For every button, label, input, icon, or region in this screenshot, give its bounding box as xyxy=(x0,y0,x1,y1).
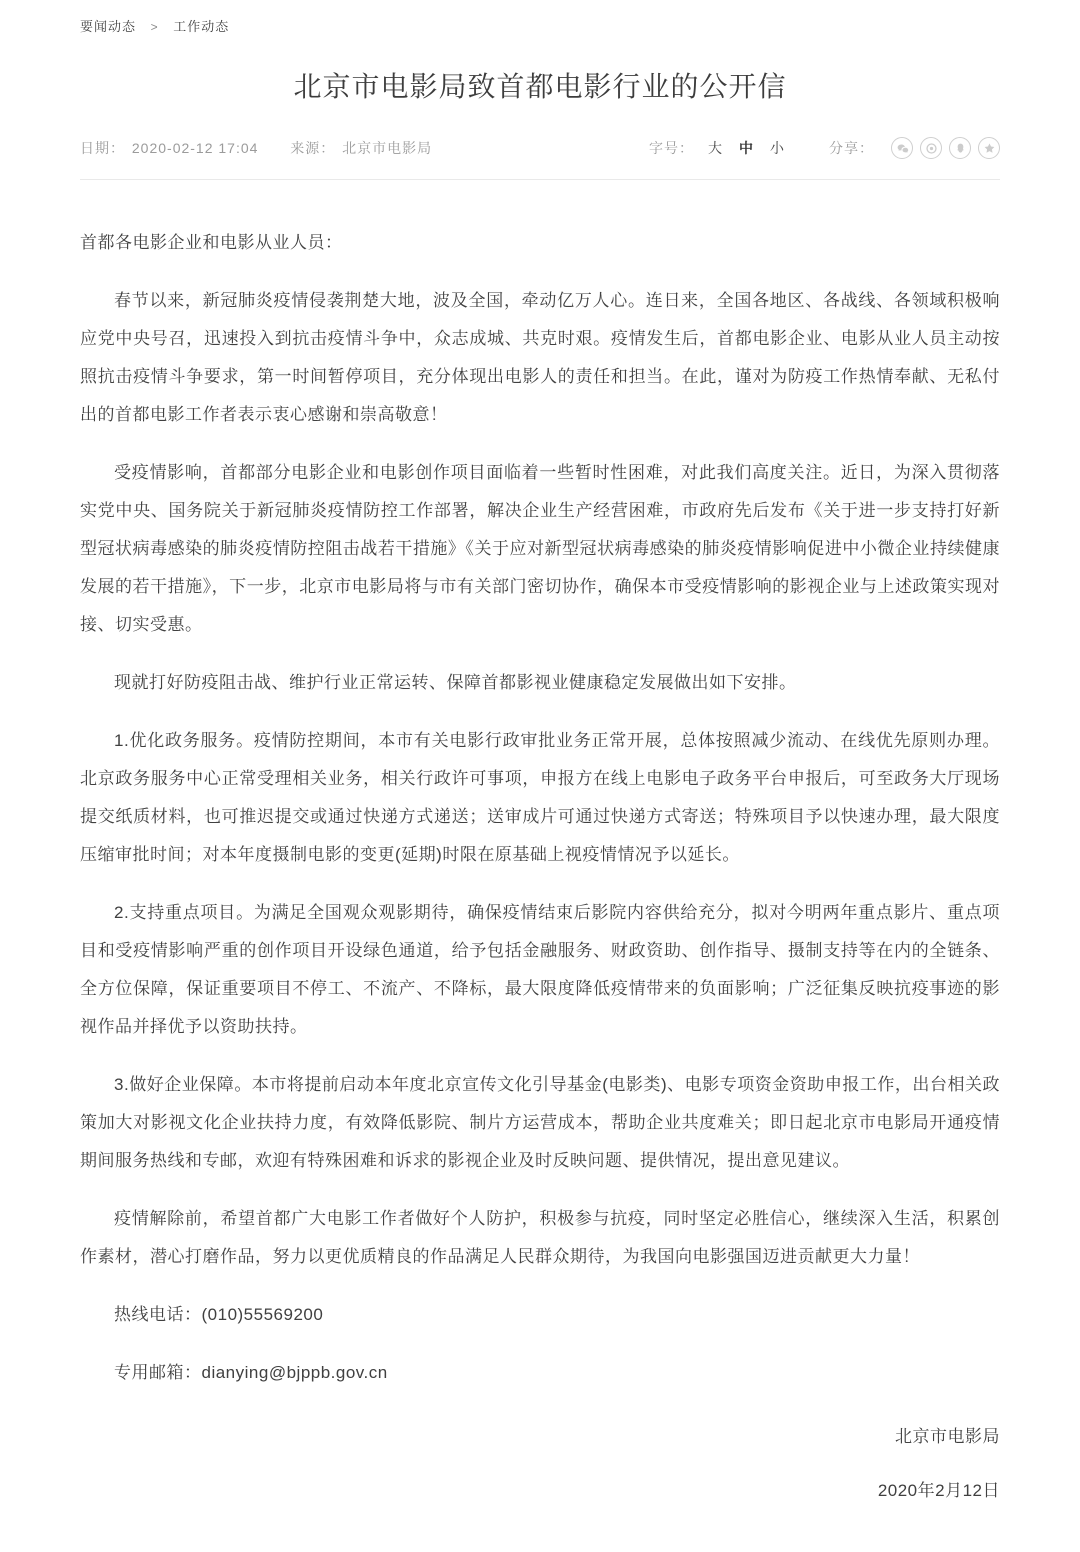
paragraph-policy: 受疫情影响，首都部分电影企业和电影创作项目面临着一些暂时性困难，对此我们高度关注。近日，为深入贯彻落实党中央、国务院关于新冠肺炎疫情防控工作部署，解决企业生产经营困难，市政府先后发布《关于进一步支持打好新型冠状病毒感染的肺炎疫情防控阻击战若干措施》《关于应对新型冠状病毒感染的肺炎疫情影响促进中小微企业持续健康发展的若干措施》，下一步，北京市电影局将与市有关部门密切协作，确保本市受疫情影响的影视企业与上述政策实现对接、切实受惠。 xyxy=(80,463,1000,634)
paragraph-closing: 疫情解除前，希望首都广大电影工作者做好个人防护，积极参与抗疫，同时坚定必胜信心，继续深入生活，积累创作素材，潜心打磨作品，努力以更优质精良的作品满足人民群众期待，为我国向电影强国迈进贡献更大力量！ xyxy=(80,1209,1000,1266)
page-title: 北京市电影局致首都电影行业的公开信 xyxy=(293,71,787,102)
breadcrumb-item-work[interactable]: 工作动态 xyxy=(173,19,230,34)
paragraph-item-3: 3.做好企业保障。本市将提前启动本年度北京宣传文化引导基金(电影类)、电影专项资金资助申报工作，出台相关政策加大对影视文化企业扶持力度，有效降低影院、制片方运营成本，帮助企业共度难关；即日起北京市电影局开通疫情期间服务热线和专邮，欢迎有特殊困难和诉求的影视企业及时反映问题、提供情况，提出意见建议。 xyxy=(80,1075,1000,1170)
signature-date: 2020年2月12日 xyxy=(877,1481,1000,1500)
qzone-share-icon[interactable] xyxy=(949,137,971,159)
breadcrumb-separator-icon: > xyxy=(150,20,159,34)
breadcrumb-item-news[interactable]: 要闻动态 xyxy=(80,19,137,34)
article-meta-bar xyxy=(80,137,1000,180)
date-value: 2020-02-12 17:04 xyxy=(131,140,259,156)
source-label: 来源： xyxy=(290,140,336,156)
source-value: 北京市电影局 xyxy=(342,140,433,156)
hotline-phone: 热线电话：(010)55569200 xyxy=(114,1305,324,1324)
weibo-share-icon[interactable] xyxy=(920,137,942,159)
salutation: 首都各电影企业和电影从业人员： xyxy=(80,233,343,252)
signature-org: 北京市电影局 xyxy=(895,1427,1000,1446)
article-meta-info xyxy=(80,138,434,158)
paragraph-item-1: 1.优化政务服务。疫情防控期间，本市有关电影行政审批业务正常开展，总体按照减少流动、在线优先原则办理。北京政务服务中心正常受理相关业务，相关行政许可事项，申报方在线上电影电子政务平台申报后，可至政务大厅现场提交纸质材料，也可推迟提交或通过快递方式递送；送审成片可通过快递方式寄送；特殊项目予以快速办理，最大限度压缩审批时间；对本年度摄制电影的变更(延期)时限在原基础上视疫情情况予以延长。 xyxy=(80,731,1000,864)
article-meta-tools xyxy=(649,137,1000,159)
font-size-small-button[interactable]: 小 xyxy=(770,140,785,156)
contact-email: 专用邮箱：dianying@bjppb.gov.cn xyxy=(114,1363,388,1382)
wechat-share-icon[interactable] xyxy=(891,137,913,159)
font-size-large-button[interactable]: 大 xyxy=(708,140,723,156)
share-label: 分享： xyxy=(829,140,874,156)
paragraph-arrangement: 现就打好防疫阻击战、维护行业正常运转、保障首都影视业健康稳定发展做出如下安排。 xyxy=(114,673,797,692)
date-label: 日期： xyxy=(80,140,125,156)
paragraph-intro: 春节以来，新冠肺炎疫情侵袭荆楚大地，波及全国，牵动亿万人心。连日来，全国各地区、各战线、各领域积极响应党中央号召，迅速投入到抗击疫情斗争中，众志成城、共克时艰。疫情发生后，首都电影企业、电影从业人员主动按照抗击疫情斗争要求，第一时间暂停项目，充分体现出电影人的责任和担当。在此，谨对为防疫工作热情奉献、无私付出的首都电影工作者表示衷心感谢和崇高敬意！ xyxy=(80,291,1000,424)
breadcrumb xyxy=(80,12,1000,35)
article-body xyxy=(80,224,1000,1510)
star-share-icon[interactable] xyxy=(978,137,1000,159)
font-size-medium-button[interactable]: 中 xyxy=(739,140,754,156)
paragraph-item-2: 2.支持重点项目。为满足全国观众观影期待，确保疫情结束后影院内容供给充分，拟对今明两年重点影片、重点项目和受疫情影响严重的创作项目开设绿色通道，给予包括金融服务、财政资助、创作指导、摄制支持等在内的全链条、全方位保障，保证重要项目不停工、不流产、不降标，最大限度降低疫情带来的负面影响；广泛征集反映抗疫事迹的影视作品并择优予以资助扶持。 xyxy=(80,903,1000,1036)
font-size-label: 字号： xyxy=(649,140,694,156)
